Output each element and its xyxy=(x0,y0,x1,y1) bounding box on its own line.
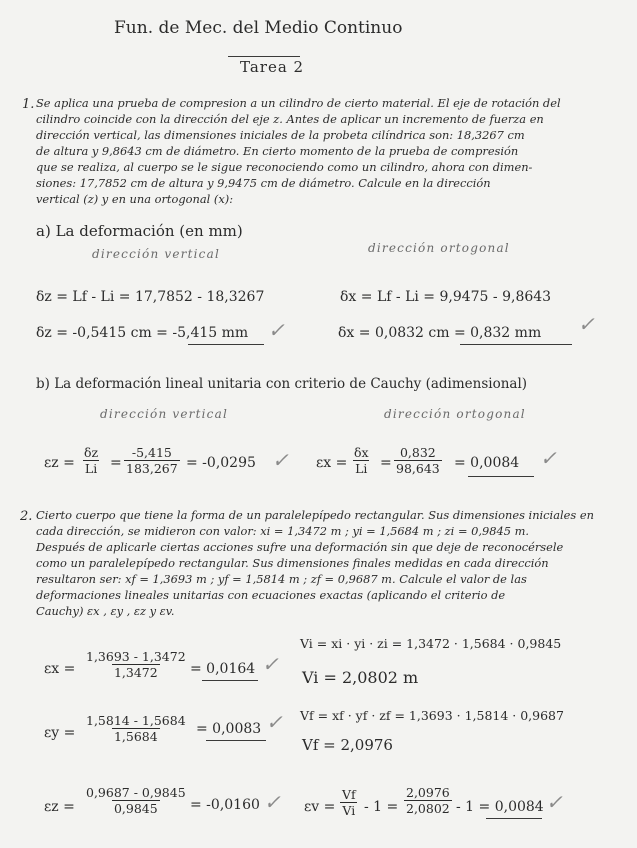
epsilon-z-fraction-1 xyxy=(82,446,100,477)
label-vertical-a: dirección vertical xyxy=(92,247,220,261)
label-orthogonal-a: dirección ortogonal xyxy=(368,241,510,255)
epsilon-v-fraction-1 xyxy=(340,788,358,819)
delta-x-result: δx = 0,0832 cm = 0,832 mm xyxy=(338,325,542,341)
task-title: Tarea 2 xyxy=(240,58,305,76)
fraction-denominator: Li xyxy=(84,461,98,477)
problem2-line: resultaron ser: xf = 1,3693 m ; yf = 1,5814 m ; zf = 0,9687 m. Calcule el valor de las xyxy=(36,572,527,586)
problem1-line: Se aplica una prueba de compresion a un cilindro de cierto material. El eje de rotación del xyxy=(36,96,561,110)
p2-epsilon-y-lhs: εy = xyxy=(44,725,76,741)
vf-result: Vf = 2,0976 xyxy=(302,736,393,754)
epsilon-x-lhs: εx = xyxy=(316,455,348,471)
p2-epsilon-x-result: = 0,0164 xyxy=(190,661,256,677)
equals-sign: = xyxy=(110,455,122,471)
fraction-denominator: 98,643 xyxy=(396,461,440,477)
epsilon-z-result: = -0,0295 xyxy=(186,455,256,471)
fraction-denominator: 1,3472 xyxy=(113,665,158,681)
fraction-numerator: 1,5814 - 1,5684 xyxy=(86,713,186,728)
fraction-numerator: δx xyxy=(354,445,369,460)
p2-epsilon-z-fraction xyxy=(84,786,188,817)
check-mark-icon: ✓ xyxy=(262,652,279,676)
epsilon-z-lhs: εz = xyxy=(44,455,75,471)
vi-equation: Vi = xi · yi · zi = 1,3472 · 1,5684 · 0,9845 xyxy=(300,636,562,651)
epsilon-x-result: = 0,0084 xyxy=(454,455,520,471)
part-a-heading: a) La deformación (en mm) xyxy=(36,222,243,240)
check-mark-icon: ✓ xyxy=(540,446,557,470)
epsilon-v-result: - 1 = 0,0084 xyxy=(456,799,544,815)
problem2-line: Después de aplicarle ciertas acciones sufre una deformación sin que deje de reconocérsele xyxy=(36,540,564,554)
epsilon-x-fraction-2 xyxy=(394,446,442,477)
delta-z-equation: δz = Lf - Li = 17,7852 - 18,3267 xyxy=(36,289,265,305)
problem2-number: 2. xyxy=(20,509,33,524)
fraction-denominator: Li xyxy=(355,461,368,477)
delta-x-equation: δx = Lf - Li = 9,9475 - 9,8643 xyxy=(340,289,552,305)
problem2-line: Cauchy) εx , εy , εz y εv. xyxy=(36,604,175,618)
fraction-numerator: 1,3693 - 1,3472 xyxy=(86,649,186,664)
part-b-heading: b) La deformación lineal unitaria con criterio de Cauchy (adimensional) xyxy=(36,376,528,392)
fraction-denominator: 0,9845 xyxy=(113,801,158,817)
delta-z-result: δz = -0,5415 cm = -5,415 mm xyxy=(36,325,249,341)
task-underline xyxy=(228,56,300,57)
problem2-line: Cierto cuerpo que tiene la forma de un paralelepípedo rectangular. Sus dimensiones iniciales en xyxy=(36,508,594,522)
problem1-line: que se realiza, al cuerpo se le sigue reconociendo como un cilindro, ahora con dimen- xyxy=(36,160,533,174)
fraction-numerator: Vf xyxy=(342,787,356,802)
problem2-line: cada dirección, se midieron con valor: xi = 1,3472 m ; yi = 1,5684 m ; zi = 0,9845 m. xyxy=(36,524,530,538)
p2-epsilon-x-underline xyxy=(202,680,258,681)
problem1-line: siones: 17,7852 cm de altura y 9,9475 cm de diámetro. Calcule en la dirección xyxy=(36,176,491,190)
fraction-numerator: -5,415 xyxy=(131,445,172,460)
fraction-denominator: Vi xyxy=(342,803,356,819)
p2-epsilon-z-lhs: εz = xyxy=(44,799,75,815)
epsilon-v-underline xyxy=(486,818,542,819)
equals-sign: = xyxy=(380,455,392,471)
check-mark-icon: ✓ xyxy=(266,710,283,734)
p2-epsilon-y-fraction xyxy=(84,714,188,745)
p2-epsilon-y-result: = 0,0083 xyxy=(196,721,262,737)
epsilon-v-lhs: εv = xyxy=(304,799,336,815)
check-mark-icon: ✓ xyxy=(264,790,281,814)
course-title: Fun. de Mec. del Medio Continuo xyxy=(114,18,403,38)
vf-equation: Vf = xf · yf · zf = 1,3693 · 1,5814 · 0,9687 xyxy=(300,708,564,723)
problem1-number: 1. xyxy=(22,97,35,112)
p2-epsilon-x-lhs: εx = xyxy=(44,661,76,677)
fraction-denominator: 2,0802 xyxy=(406,801,450,817)
fraction-numerator: 2,0976 xyxy=(406,785,450,800)
p2-epsilon-z-result: = -0,0160 xyxy=(190,797,260,813)
delta-z-underline xyxy=(188,344,264,345)
epsilon-v-fraction-2 xyxy=(404,786,452,817)
problem2-line: como un paralelepípedo rectangular. Sus dimensiones finales medidas en cada dirección xyxy=(36,556,549,570)
p2-epsilon-x-fraction xyxy=(84,650,188,681)
vi-result: Vi = 2,0802 m xyxy=(302,668,419,687)
problem1-line: dirección vertical, las dimensiones iniciales de la probeta cilíndrica son: 18,3267 cm xyxy=(36,128,525,142)
check-mark-icon: ✓ xyxy=(272,448,289,472)
fraction-numerator: δz xyxy=(84,445,99,460)
fraction-denominator: 183,267 xyxy=(126,461,178,477)
check-mark-icon: ✓ xyxy=(546,790,563,814)
problem1-line: de altura y 9,8643 cm de diámetro. En cierto momento de la prueba de compresión xyxy=(36,144,519,158)
problem1-line: cilindro coincide con la dirección del eje z. Antes de aplicar un incremento de fuerza en xyxy=(36,112,544,126)
fraction-numerator: 0,9687 - 0,9845 xyxy=(86,785,186,800)
epsilon-x-underline xyxy=(468,476,534,477)
problem2-line: deformaciones lineales unitarias con ecuaciones exactas (aplicando el criterio de xyxy=(36,588,506,602)
check-mark-icon: ✓ xyxy=(578,312,595,336)
label-vertical-b: dirección vertical xyxy=(100,407,228,421)
fraction-denominator: 1,5684 xyxy=(113,729,158,745)
delta-x-underline xyxy=(460,344,572,345)
p2-epsilon-y-underline xyxy=(206,740,266,741)
epsilon-v-mid: - 1 = xyxy=(364,799,399,815)
epsilon-x-fraction-1 xyxy=(352,446,371,477)
fraction-numerator: 0,832 xyxy=(399,445,436,460)
label-orthogonal-b: dirección ortogonal xyxy=(384,407,526,421)
check-mark-icon: ✓ xyxy=(268,318,285,342)
epsilon-z-fraction-2 xyxy=(124,446,180,477)
problem1-line: vertical (z) y en una ortogonal (x): xyxy=(36,192,234,206)
